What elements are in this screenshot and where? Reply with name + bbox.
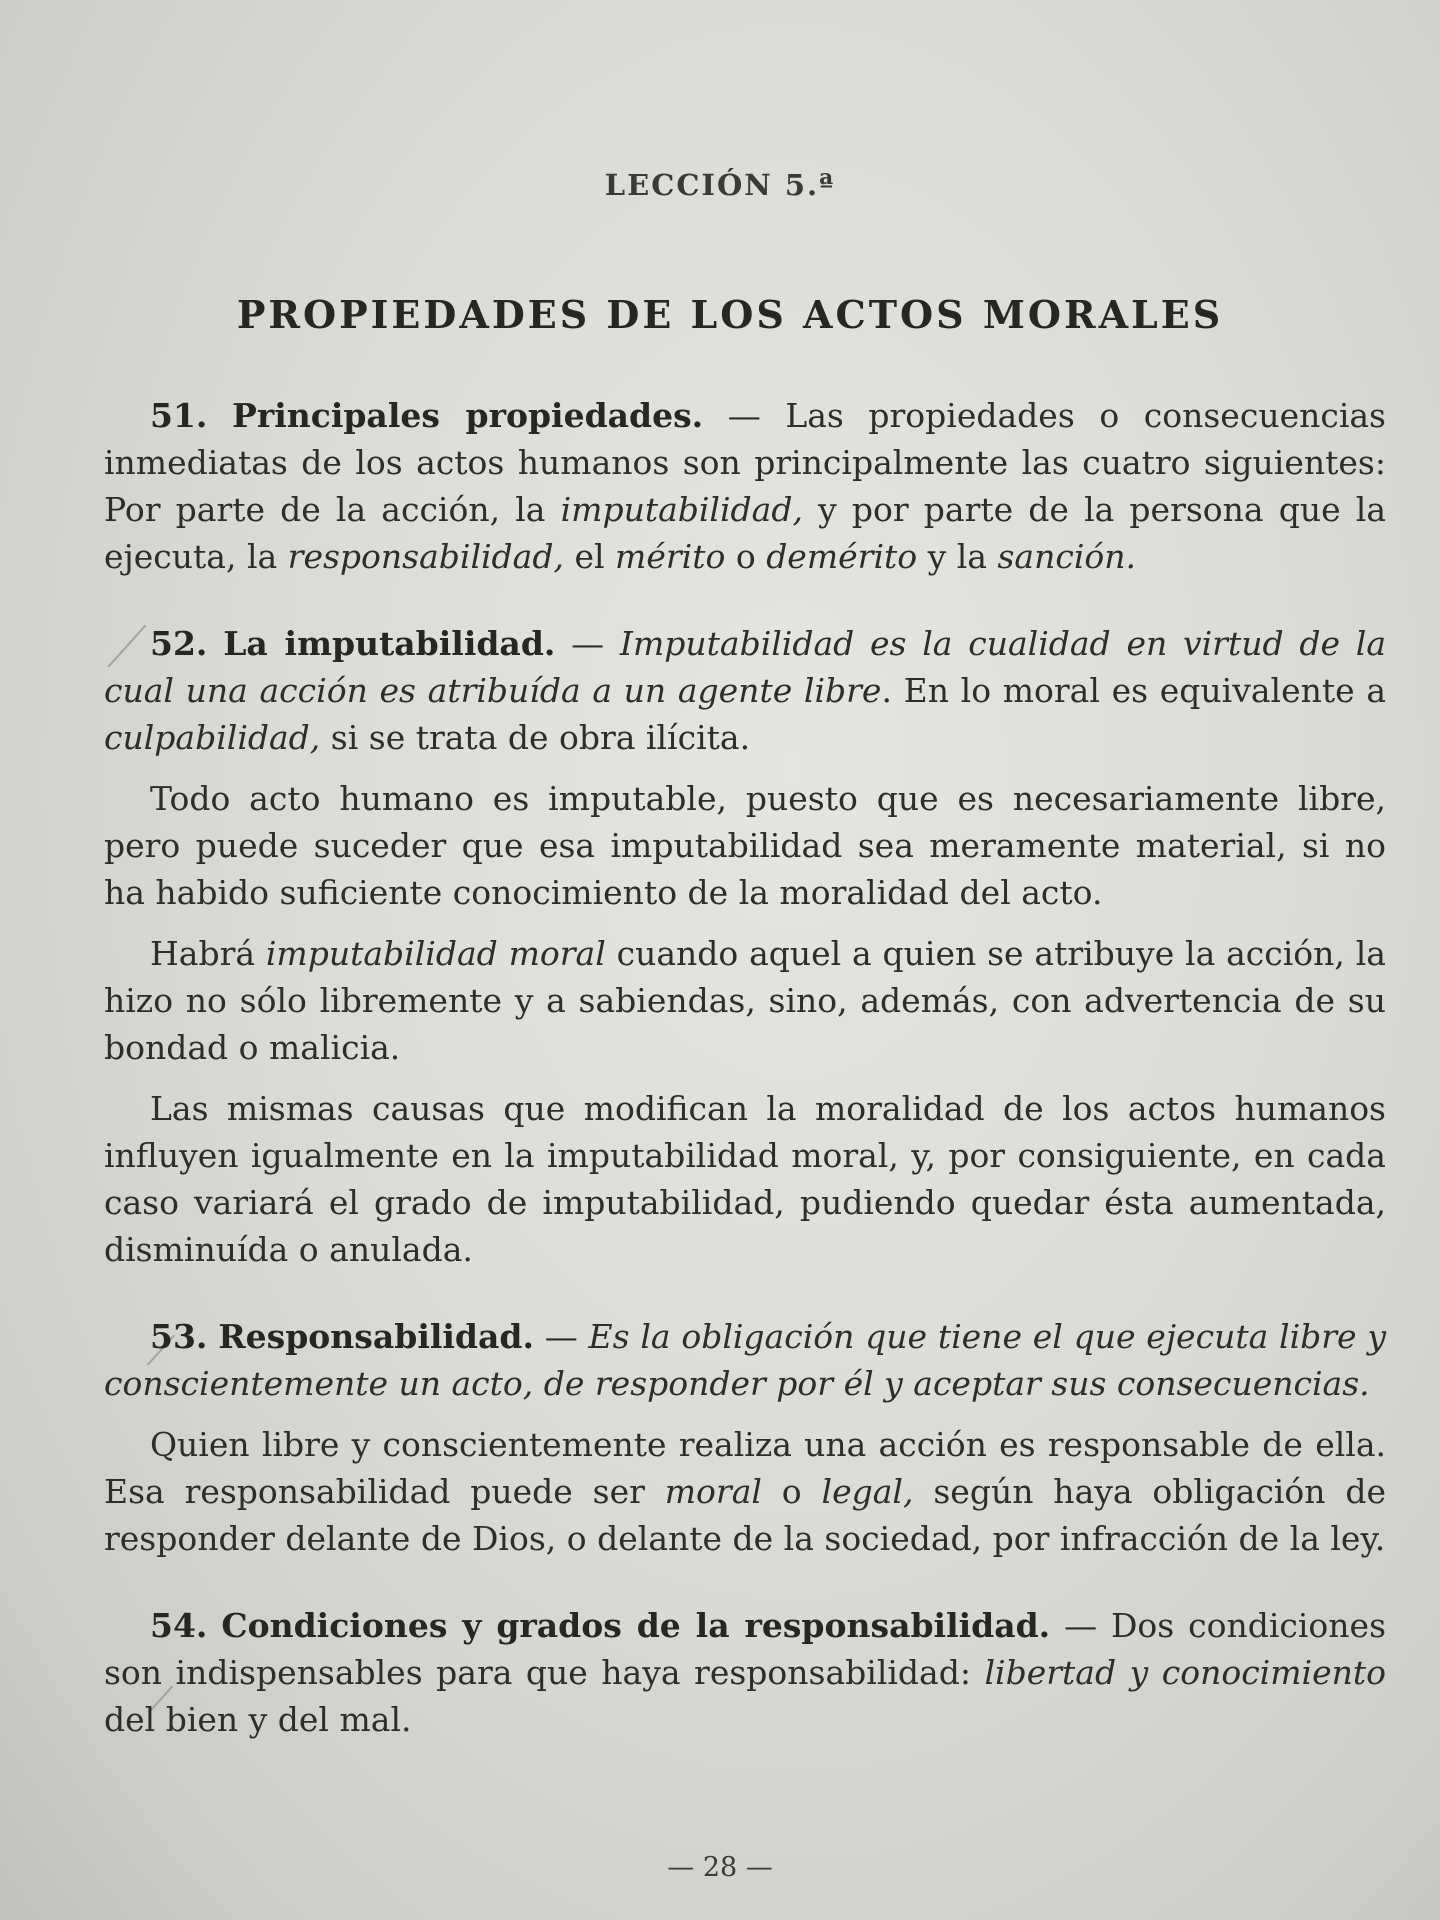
body-text: Dos condiciones son indispensables para que haya responsabilidad: bbox=[104, 1606, 1386, 1692]
section-number: 53. bbox=[150, 1317, 208, 1356]
body-text: . En lo moral es equivalente a bbox=[881, 671, 1386, 710]
body-text: o bbox=[761, 1472, 822, 1511]
italic-term: legal, bbox=[821, 1472, 914, 1511]
section-51 bbox=[104, 392, 1386, 580]
body-text: y la bbox=[917, 537, 998, 576]
section-54 bbox=[104, 1602, 1386, 1743]
italic-term: culpabilidad, bbox=[104, 718, 321, 757]
italic-term: mérito bbox=[615, 537, 726, 576]
italic-term: moral bbox=[664, 1472, 762, 1511]
chapter-title: PROPIEDADES DE LOS ACTOS MORALES bbox=[236, 292, 1224, 337]
paragraph bbox=[104, 930, 1386, 1071]
body-text: si se trata de obra ilícita. bbox=[320, 718, 751, 757]
page-body bbox=[104, 392, 1386, 1757]
body-text: del bien y del mal. bbox=[104, 1700, 412, 1739]
body-text: el bbox=[563, 537, 616, 576]
italic-term: demérito bbox=[766, 537, 918, 576]
body-text: según haya obligación de responder delante de Dios, o delante de la sociedad, por infracción de la ley. bbox=[104, 1472, 1386, 1558]
section-number: 54. bbox=[150, 1606, 208, 1645]
body-text: y por parte de la persona que la ejecuta, la bbox=[104, 490, 1386, 576]
em-dash: — bbox=[703, 396, 786, 435]
section-53 bbox=[104, 1313, 1386, 1407]
em-dash: — bbox=[1050, 1606, 1111, 1645]
body-text: Habrá bbox=[150, 934, 266, 973]
section-number: 51. bbox=[150, 396, 208, 435]
section-52 bbox=[104, 620, 1386, 761]
section-heading: Principales propiedades. bbox=[232, 396, 704, 435]
body-text: o bbox=[725, 537, 767, 576]
em-dash: — bbox=[555, 624, 620, 663]
italic-term: imputabilidad moral bbox=[265, 934, 606, 973]
paragraph: Todo acto humano es imputable, puesto que es necesariamente libre, pero puede suceder que esa imputabilidad sea meramente material, si no ha habido suficiente conocimiento de la moralidad del acto. bbox=[104, 779, 1386, 912]
paragraph bbox=[104, 1421, 1386, 1562]
italic-term: imputabilidad, bbox=[560, 490, 803, 529]
section-heading: Condiciones y grados de la responsabilidad. bbox=[221, 1606, 1051, 1645]
italic-term: responsabilidad, bbox=[287, 537, 564, 576]
body-text: Quien libre y conscientemente realiza una acción es responsable de ella. Esa responsabilidad puede ser bbox=[104, 1425, 1386, 1511]
italic-term: libertad y conocimiento bbox=[984, 1653, 1386, 1692]
paragraph: Las mismas causas que modifican la moralidad de los actos humanos influyen igualmente en la imputabilidad moral, y, por consiguiente, en cada caso variará el grado de imputabilidad, pudiendo quedar ésta aumentada, disminuída o anulada. bbox=[104, 1089, 1386, 1269]
section-number: 52. bbox=[150, 624, 208, 663]
body-text: Las propiedades o consecuencias inmediatas de los actos humanos son principalmente las cuatro siguientes: Por parte de la acción, la bbox=[104, 396, 1386, 529]
lesson-heading: LECCIÓN 5.ª bbox=[604, 168, 836, 202]
section-heading: Responsabilidad. bbox=[218, 1317, 534, 1356]
em-dash: — bbox=[533, 1317, 589, 1356]
italic-term: sanción. bbox=[997, 537, 1136, 576]
section-heading: La imputabilidad. bbox=[223, 624, 556, 663]
body-text: cuando aquel a quien se atribuye la acción, la hizo no sólo libremente y a sabiendas, sino, además, con advertencia de su bondad o malicia. bbox=[104, 934, 1386, 1067]
page-number: — 28 — bbox=[667, 1852, 773, 1883]
definition-text: Es la obligación que tiene el que ejecuta libre y conscientemente un acto, de responder por él y aceptar sus consecuencias. bbox=[104, 1317, 1386, 1403]
definition-text: Imputabilidad es la cualidad en virtud de la cual una acción es atribuída a un agente libre bbox=[104, 624, 1386, 710]
